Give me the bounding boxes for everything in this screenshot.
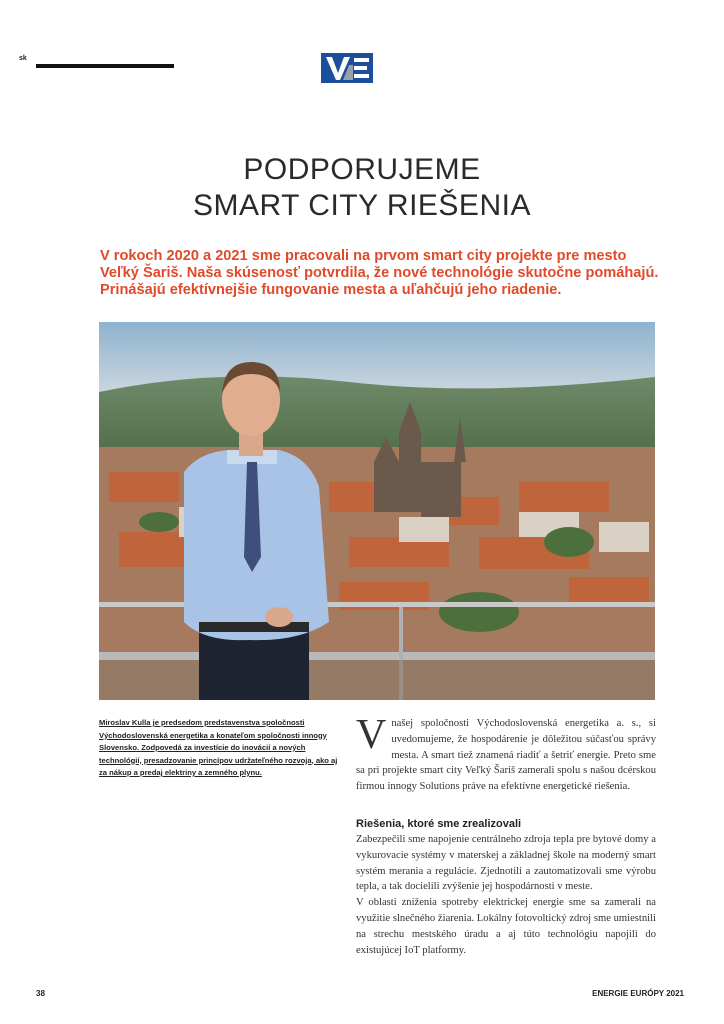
section-heading: Riešenia, ktoré sme zrealizovali: [356, 817, 522, 830]
magazine-name: ENERGIE EURÓPY 2021: [592, 989, 684, 998]
page-title: [0, 152, 724, 224]
drop-cap: V: [356, 712, 387, 758]
veb-logo: [321, 53, 373, 83]
header-rule: [36, 64, 174, 68]
lead-paragraph: V rokoch 2020 a 2021 sme pracovali na prvom smart city projekte pre mesto Veľký Šariš. Naša skúsenosť potvrdila, že nové technológie skutočne pomáhajú. Prinášajú efektívnejšie fungovanie mesta a uľahčujú jeho riadenie.: [100, 248, 659, 298]
paragraph-intro: Vnašej spoločnosti Východoslovenská energetika a. s., si uvedomujeme, že hospodárenie je dôležitou súčasťou správy mesta. A smart tiež znamená riadiť a šetriť energie. Preto sme sa pri projekte smart city Veľký Šariš zamerali spolu s našou dcérskou firmou innogy Solutions práve na efektívne energetické riešenia.: [356, 712, 656, 793]
paragraph-heating: Zabezpečili sme napojenie centrálneho zdroja tepla pre bytové domy a vykurovacie systémy v materskej a základnej škole na moderný smart systém merania a regulácie. Zjednotili a zautomatizovali sme výrobu tepla, a tak docielili zvýšenie jej hospodárnosti v meste.: [356, 833, 656, 893]
photo-caption: Miroslav Kulla je predsedom predstavenstva spoločnosti Východoslovenská energetika a konateľom spoločnosti innogy Slovensko. Zodpovedá za investície do inovácií a nových technológií, presadzovanie princípov udržateľného rozvoja, ako aj za nákup a predaj elektriny a zemného plynu.: [99, 718, 338, 777]
paragraph-solar: V oblasti zníženia spotreby elektrickej energie sme sa zamerali na využitie slnečného žiarenia. Lokálny fotovoltický zdroj sme umiestnili na strechu mestského úradu a aj túto technológiu napojili do existujúcej IoT platformy.: [356, 897, 656, 956]
article-body: [356, 712, 656, 958]
portrait-photo: [99, 322, 655, 700]
language-tag: sk: [19, 55, 27, 62]
title-line-2: SMART CITY RIEŠENIA: [193, 189, 531, 222]
page-number: 38: [36, 989, 45, 998]
title-line-1: PODPORUJEME: [243, 153, 481, 186]
